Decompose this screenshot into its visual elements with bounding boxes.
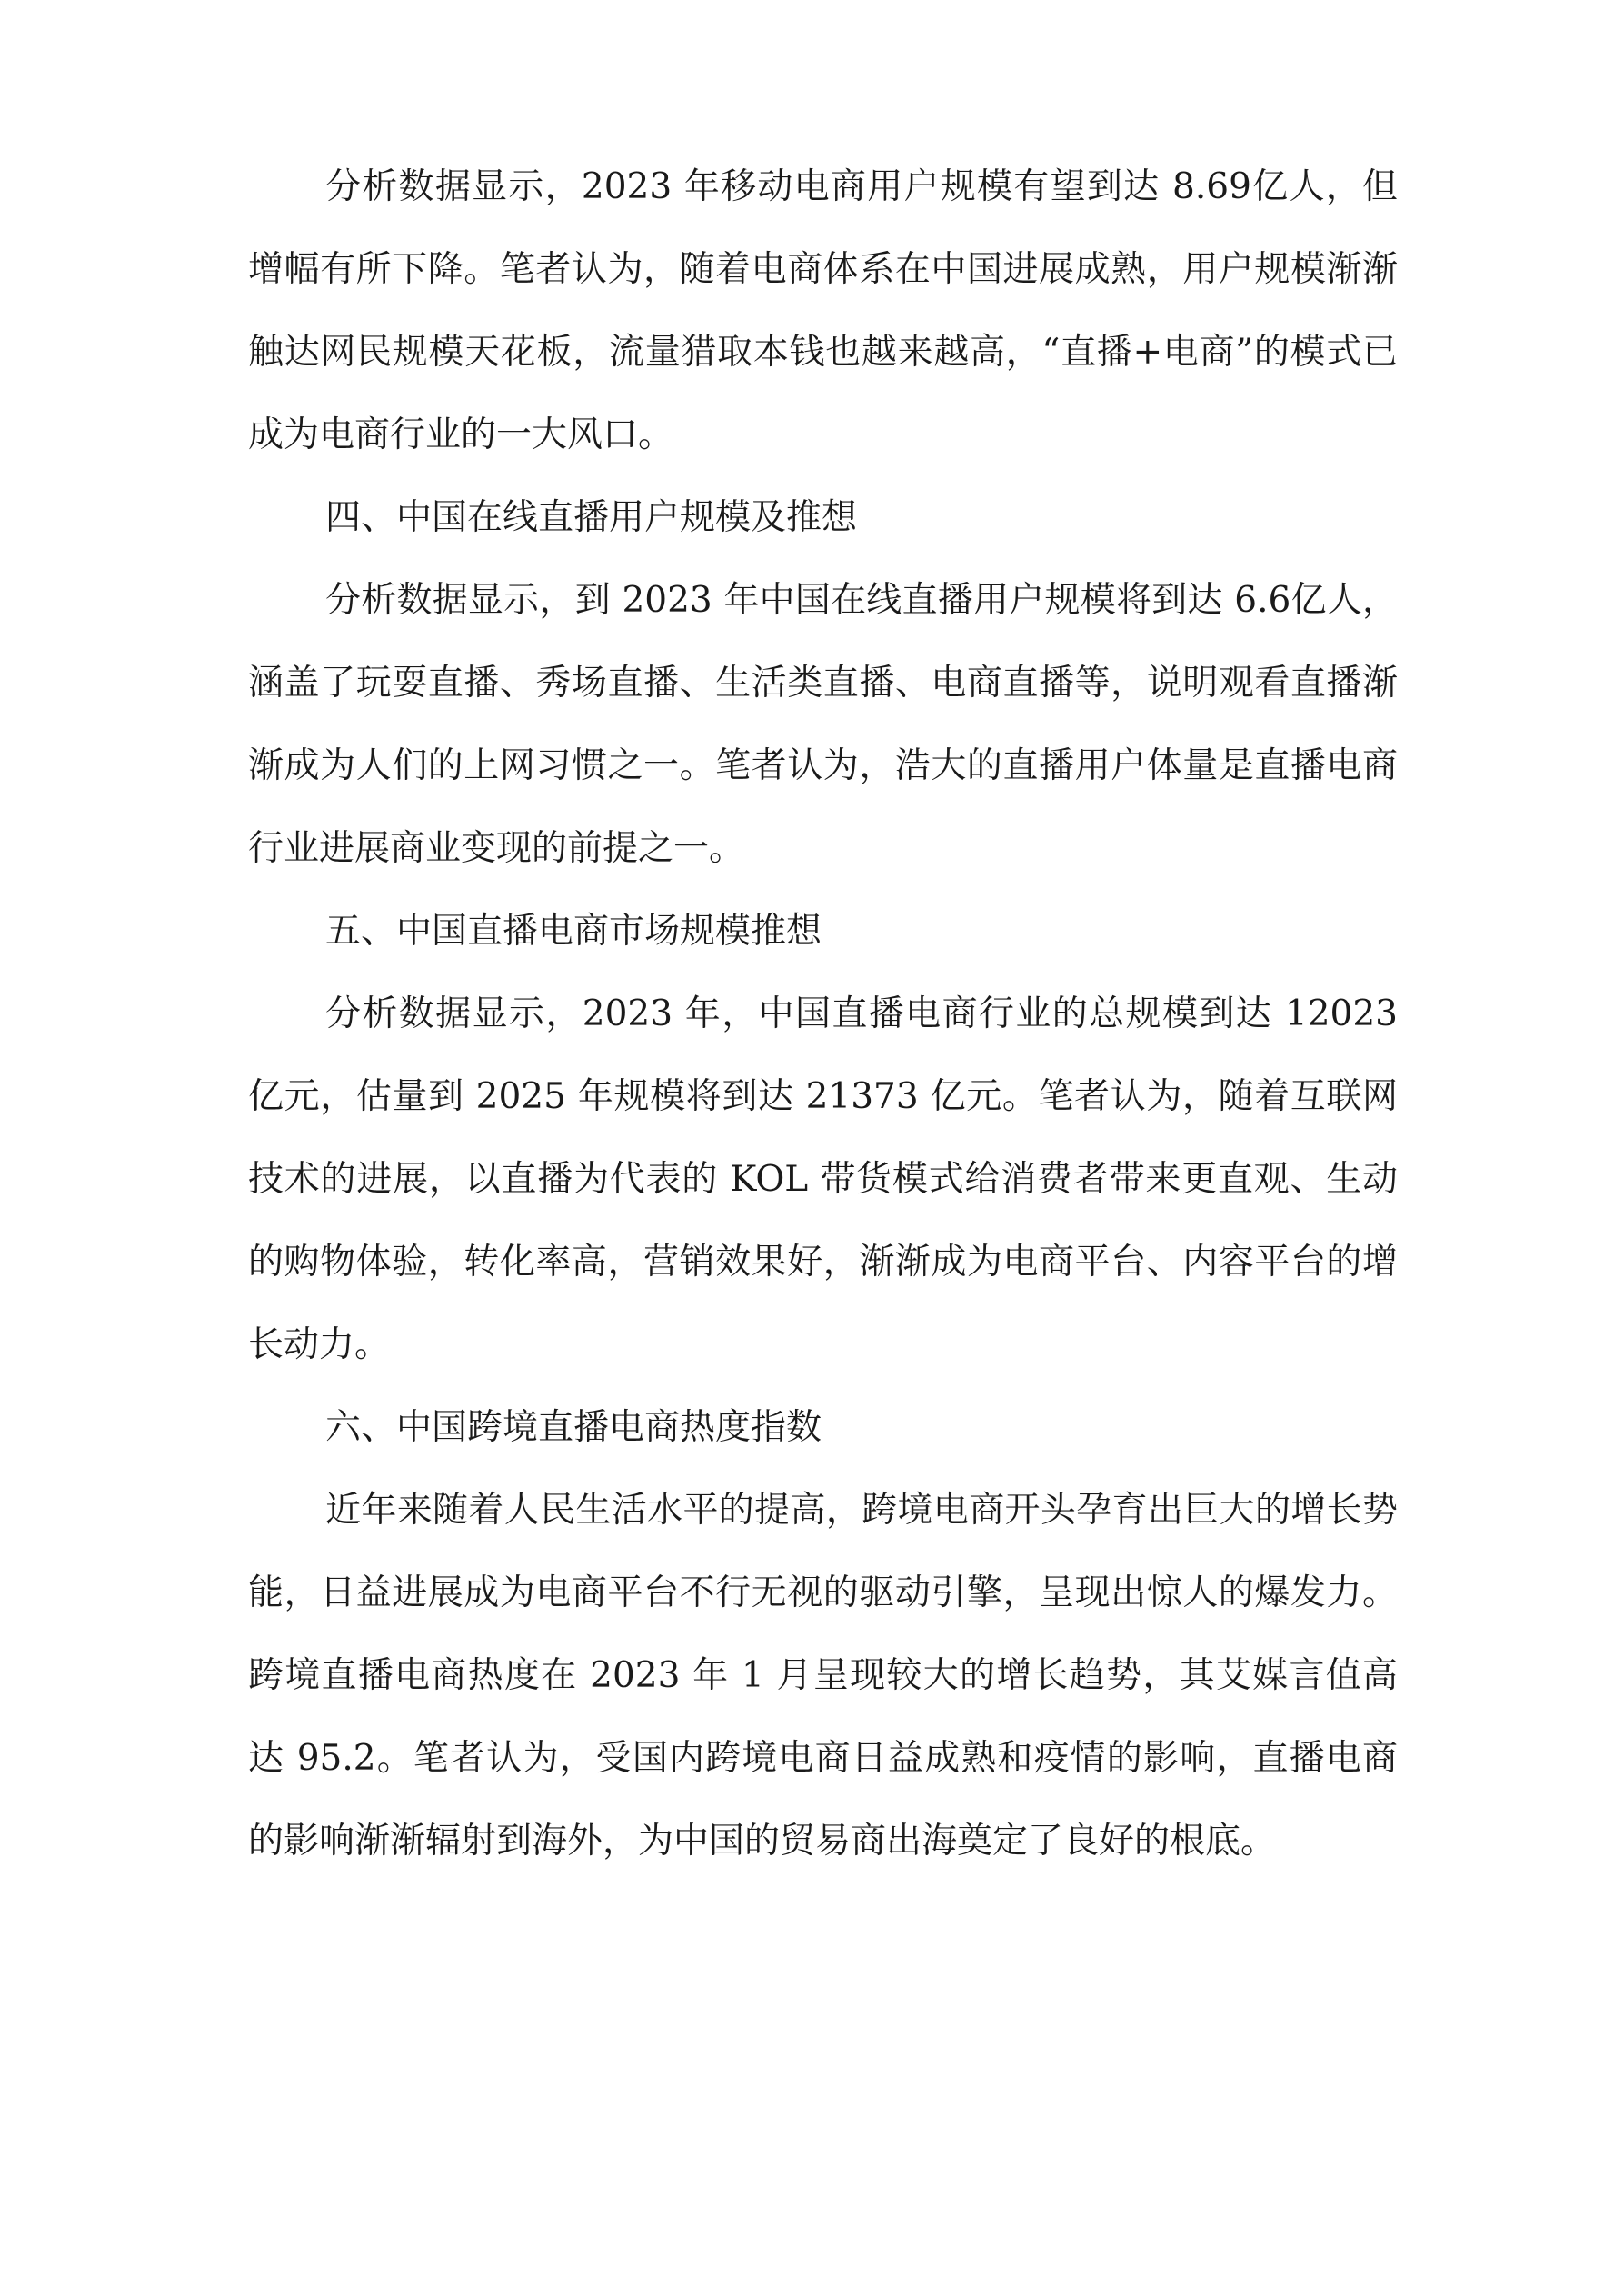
paragraph-crossborder-index: 近年来随着人民生活水平的提高，跨境电商开头孕育出巨大的增长势能，日益进展成为电商平台不行无视的驱动引擎，呈现出惊人的爆发力。跨境直播电商热度在 2023 年 1 月呈现较大的增长趋势，其艾媒言值高达 95.2。笔者认为，受国内跨境电商日益成熟和疫情的影响，直播电商的影响渐渐辐射到海外，为中国的贸易商出海奠定了良好的根底。 <box>248 1490 1398 1862</box>
paragraph-market-scale: 分析数据显示，2023 年，中国直播电商行业的总规模到达 12023 亿元，估量到 2025 年规模将到达 21373 亿元。笔者认为，随着互联网技术的进展，以直播为代表的 KOL 带货模式给消费者带来更直观、生动的购物体验，转化率高，营销效果好，渐渐成为电商平台、内容平台的增长动力。 <box>248 993 1398 1365</box>
paragraph-mobile-ecommerce-users: 分析数据显示，2023 年移动电商用户规模有望到达 8.69亿人，但增幅有所下降。笔者认为，随着电商体系在中国进展成熟，用户规模渐渐触达网民规模天花板，流量猎取本钱也越来越高，“直播+电商”的模式已成为电商行业的一大风口。 <box>248 166 1398 455</box>
document-body <box>248 145 1398 1882</box>
section-heading-market-scale: 五、中国直播电商市场规模推想 <box>325 911 822 952</box>
section-heading-live-users: 四、中国在线直播用户规模及推想 <box>325 497 858 538</box>
section-heading-crossborder-index: 六、中国跨境直播电商热度指数 <box>325 1407 822 1448</box>
paragraph-live-users: 分析数据显示，到 2023 年中国在线直播用户规模将到达 6.6亿人，涵盖了玩耍直播、秀场直播、生活类直播、电商直播等，说明观看直播渐渐成为人们的上网习惯之一。笔者认为，浩大的直播用户体量是直播电商行业进展商业变现的前提之一。 <box>248 580 1398 869</box>
